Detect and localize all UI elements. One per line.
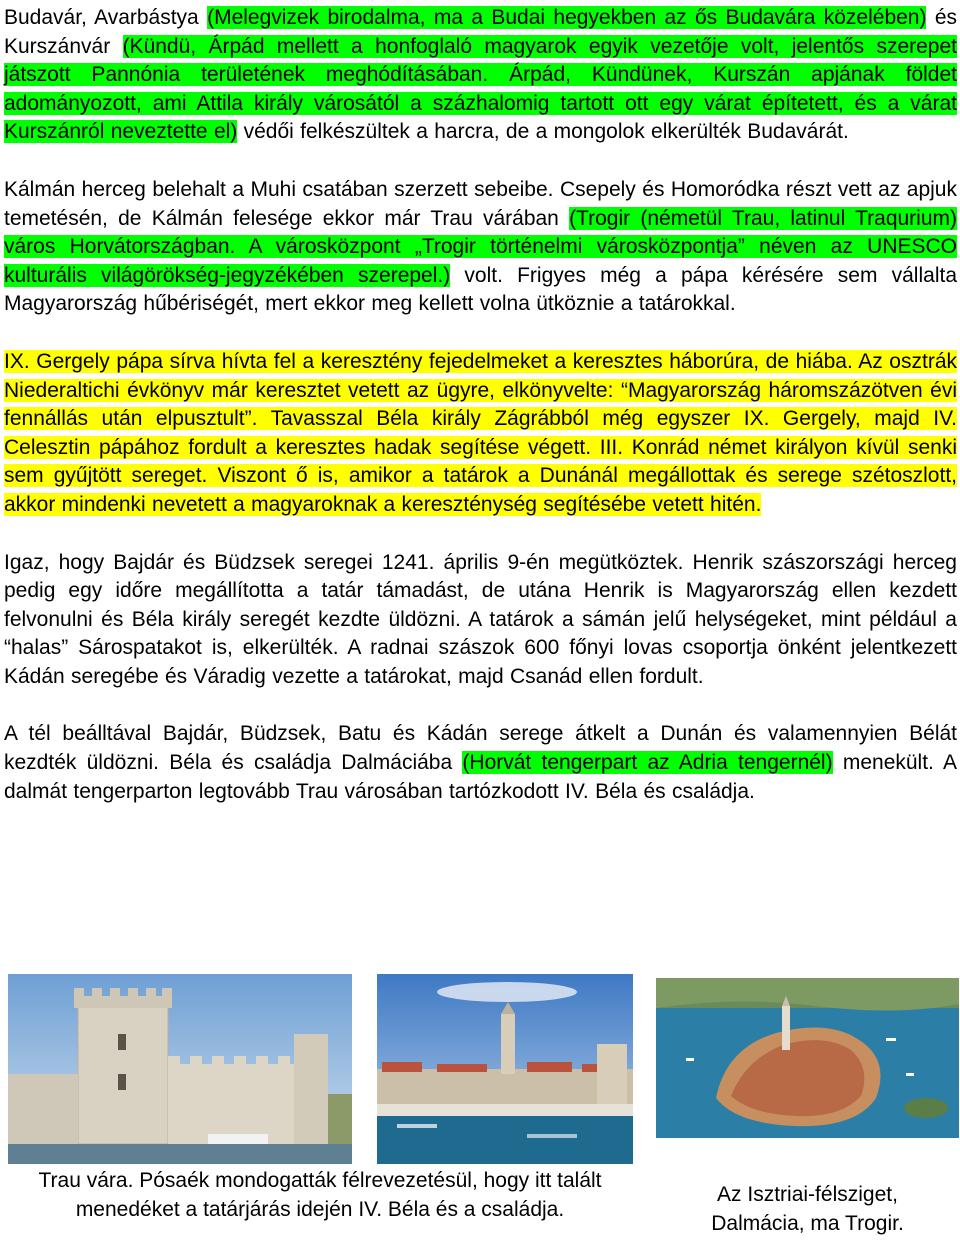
istria-peninsula-photo [656, 978, 959, 1138]
document-body [4, 4, 957, 835]
text-segment: és Kurszánvár [4, 6, 957, 58]
text-segment: Budavár, Avarbástya [4, 6, 208, 29]
text-segment: volt. Frigyes még a pápa kérésére sem vállalta Magyarország hűbériségét, mert ekkor meg kellett volna ütköznie a tatárokkal. [4, 263, 957, 316]
image-strip [0, 974, 960, 1255]
highlighted-text: (Trogir (németül Trau, latinul Traqurium) város Horvátországban. A városközpont „Trogir történelmi városközpontja” néven az UNESCO kulturális világörökség-jegyzékében szerepel.) [4, 206, 958, 287]
paragraph-bajdar [4, 549, 957, 692]
paragraph-gergely [4, 348, 957, 520]
highlighted-text: (Melegvizek birodalma, ma a Budai hegyekben az ős Budavára közelében) [207, 6, 927, 29]
highlighted-text: IX. Gergely pápa sírva hívta fel a keresztény fejedelmeket a keresztes háborúra, de hiába. Az osztrák Niederaltichi évkönyv már keresztet vetett az ügyre, elkönyvelte: “Magyarország háromszázötven évi fennállás után elpusztult”. Tavasszal Béla király Zágrábból még egyszer IX. Gergely, majd IV. Celesztin pápához fordult a keresztes hadak segítése végett. III. Konrád német királyon kívül senki sem gyűjtött sereget. Viszont ő is, amikor a tatárok a Dunánál megállottak és serege szétoszlott, akkor mindenki nevetett a magyaroknak a kereszténység segítésébe vetett hitén. [4, 349, 957, 516]
trau-castle-photo [8, 974, 352, 1164]
paragraph-dalmacia [4, 720, 957, 806]
text-segment: Igaz, hogy Bajdár és Büdzsek seregei 1241. április 9-én megütköztek. Henrik szászországi herceg pedig egy időre megállította a tatár támadást, de utána Henrik is Magyarország ellen kezdett felvonulni és Béla király seregét kezdte üldözni. A tatárok a sámán jelű helységeket, mint például a “halas” Sárospatakot is, elkerülték. A radnai szászok 600 főnyi lovas csoportja önként jelentkezett Kádán seregébe és Váradig vezette a tatárokat, majd Csanád ellen fordult. [4, 550, 957, 688]
highlighted-text: (Horvát tengerpart az Adria tengernél) [462, 751, 833, 775]
paragraph-kalman [4, 176, 957, 319]
text-segment: Kálmán herceg belehalt a Muhi csatában szerzett sebeibe. Csepely és Homoródka részt vett az apjuk temetésén, de Kálmán felesége ekkor már Trau várában [4, 177, 957, 230]
caption-istria: Az Isztriai-félsziget, Dalmácia, ma Trogir. [711, 1183, 904, 1235]
text-segment: A tél beálltával Bajdár, Büdzsek, Batu és Kádán serege átkelt a Dunán és valamennyien Bélát kezdték üldözni. Béla és családja Dalmáciába [4, 722, 957, 775]
text-segment: menekült. A dalmát tengerparton legtovább Trau városában tartózkodott IV. Béla és családja. [4, 751, 957, 803]
highlighted-text: (Kündü, Árpád mellett a honfoglaló magyarok egyik vezetője volt, jelentős szerepet játszott Pannónia területének meghódításában. Árpád, Kündünek, Kurszán apjának földet adományozott, ami Attila király városától a százhalomig tartott ott egy várat építetett, és a várat Kurszánról neveztette el) [4, 34, 957, 144]
trogir-waterfront-photo [377, 974, 633, 1164]
caption-trau-castle: Trau vára. Pósaék mondogatták félrevezetésül, hogy itt talált menedéket a tatárjárás idején IV. Béla és a családja. [38, 1169, 602, 1221]
paragraph-budavar [4, 4, 957, 147]
text-segment: védői felkészültek a harcra, de a mongolok elkerülték Budavárát. [237, 120, 849, 144]
